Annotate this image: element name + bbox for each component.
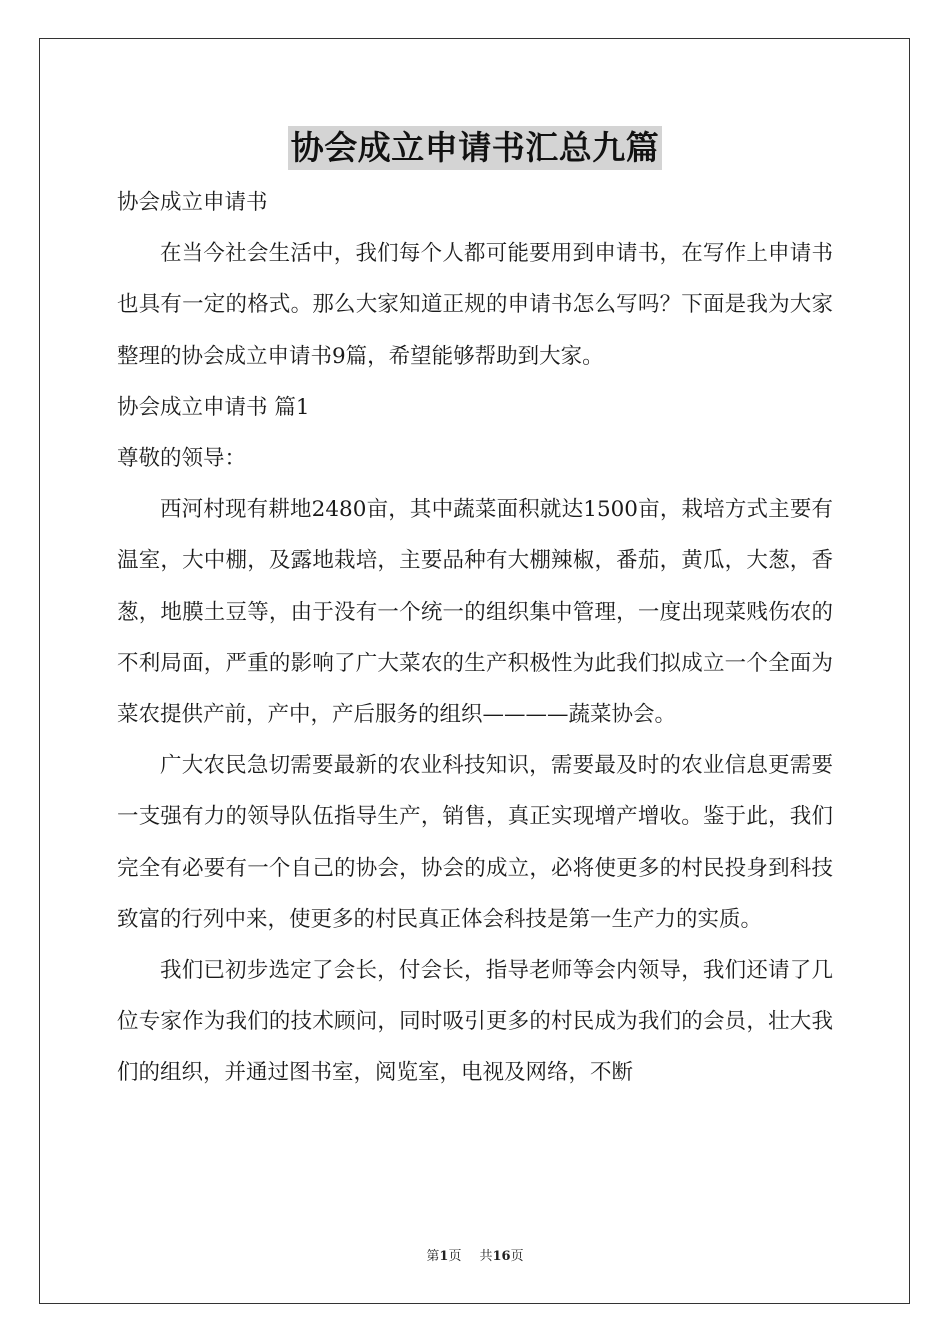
page-number: 1 — [439, 1249, 449, 1264]
total-prefix: 共 — [479, 1249, 493, 1264]
document-title: 协会成立申请书汇总九篇 — [288, 126, 663, 170]
section-heading: 协会成立申请书 篇1 — [117, 394, 310, 420]
salutation: 尊敬的领导： — [117, 446, 247, 472]
total-suffix: 页 — [510, 1249, 524, 1264]
page-suffix: 页 — [448, 1249, 462, 1264]
page-footer — [0, 1245, 950, 1264]
paragraph: 我们已初步选定了会长，付会长，指导老师等会内领导，我们还请了几位专家作为我们的技术顾问，同时吸引更多的村民成为我们的会员，壮大我们的组织，并通过图书室，阅览室，电视及网络，不断 — [117, 958, 833, 1086]
paragraph: 广大农民急切需要最新的农业科技知识，需要最及时的农业信息更需要一支强有力的领导队伍指导生产，销售，真正实现增产增收。鉴于此，我们完全有必要有一个自己的协会，协会的成立，必将使更多的村民投身到科技致富的行列中来，使更多的村民真正体会科技是第一生产力的实质。 — [117, 753, 833, 932]
document-body — [117, 177, 833, 1099]
paragraph: 协会成立申请书 — [117, 190, 268, 215]
paragraph: 西河村现有耕地2480亩，其中蔬菜面积就达1500亩，栽培方式主要有温室，大中棚，及露地栽培，主要品种有大棚辣椒，番茄，黄瓜，大葱，香葱，地膜土豆等，由于没有一个统一的组织集中管理，一度出现菜贱伤农的不利局面，严重的影响了广大菜农的生产积极性为此我们拟成立一个全面为菜农提供产前，产中，产后服务的组织————蔬菜协会。 — [117, 497, 833, 728]
total-pages: 16 — [492, 1249, 511, 1264]
page-prefix: 第 — [426, 1249, 440, 1264]
paragraph: 在当今社会生活中，我们每个人都可能要用到申请书，在写作上申请书也具有一定的格式。那么大家知道正规的申请书怎么写吗？下面是我为大家整理的协会成立申请书9篇，希望能够帮助到大家。 — [117, 241, 833, 369]
title-container — [0, 126, 950, 170]
